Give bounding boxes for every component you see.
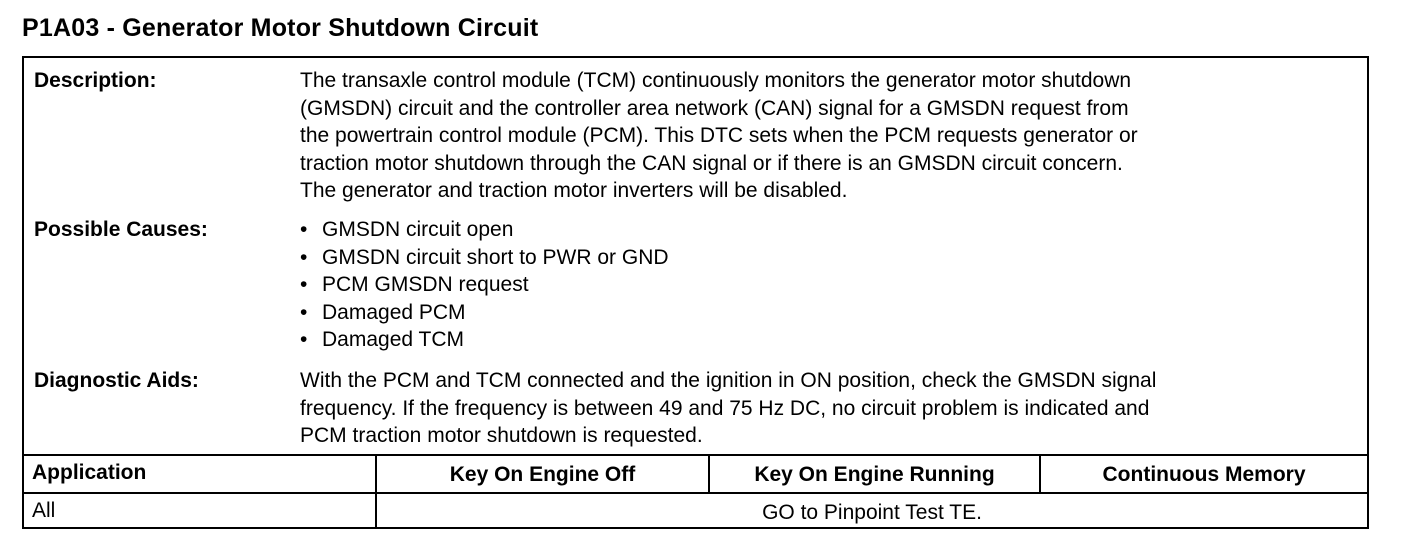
- diagnostic-aids-line: With the PCM and TCM connected and the ignition in ON position, check the GMSDN signal: [300, 369, 1157, 392]
- description-line: the powertrain control module (PCM). This DTC sets when the PCM requests generator or: [300, 124, 1138, 147]
- cause-text: GMSDN circuit short to PWR or GND: [322, 245, 669, 269]
- cause-text: Damaged TCM: [322, 328, 464, 351]
- list-item: [300, 216, 669, 244]
- diagnostic-aids-line: frequency. If the frequency is between 49 and 75 Hz DC, no circuit problem is indicated and: [300, 396, 1150, 420]
- description-line: The transaxle control module (TCM) continuously monitors the generator motor shutdown: [300, 69, 1132, 92]
- possible-causes-list: [300, 216, 669, 354]
- possible-causes-label: Possible Causes:: [34, 218, 208, 241]
- action-value: GO to Pinpoint Test TE.: [762, 501, 982, 524]
- list-item: [300, 299, 669, 327]
- table-divider: [24, 454, 1367, 456]
- dtc-info-table: [22, 56, 1369, 529]
- bullet: •: [300, 218, 308, 241]
- cause-text: Damaged PCM: [322, 300, 466, 324]
- list-item: [300, 326, 669, 354]
- page-title: P1A03 - Generator Motor Shutdown Circuit: [22, 14, 539, 42]
- bullet: •: [300, 300, 308, 324]
- bullet: •: [300, 328, 308, 351]
- diagnostic-aids-text: [300, 367, 1360, 450]
- diagnostic-aids-line: PCM traction motor shutdown is requested.: [300, 424, 703, 447]
- header-key-on-engine-off: Key On Engine Off: [449, 463, 636, 486]
- application-value: All: [32, 499, 56, 522]
- cause-text: GMSDN circuit open: [322, 218, 514, 241]
- header-continuous-memory: Continuous Memory: [1102, 463, 1306, 486]
- cause-text: PCM GMSDN request: [322, 273, 529, 296]
- description-line: The generator and traction motor inverters will be disabled.: [300, 179, 848, 202]
- header-application: Application: [32, 461, 147, 484]
- description-label: Description:: [34, 69, 157, 92]
- header-key-on-engine-running: Key On Engine Running: [754, 463, 995, 486]
- bullet: •: [300, 273, 308, 296]
- diagnostic-aids-label: Diagnostic Aids:: [34, 369, 199, 392]
- bullet: •: [300, 245, 308, 269]
- list-item: [300, 271, 669, 299]
- list-item: [300, 244, 669, 272]
- description-line: (GMSDN) circuit and the controller area network (CAN) signal for a GMSDN request from: [300, 96, 1129, 120]
- description-line: traction motor shutdown through the CAN signal or if there is an GMSDN circuit concern.: [300, 151, 1123, 175]
- description-text: [300, 67, 1360, 205]
